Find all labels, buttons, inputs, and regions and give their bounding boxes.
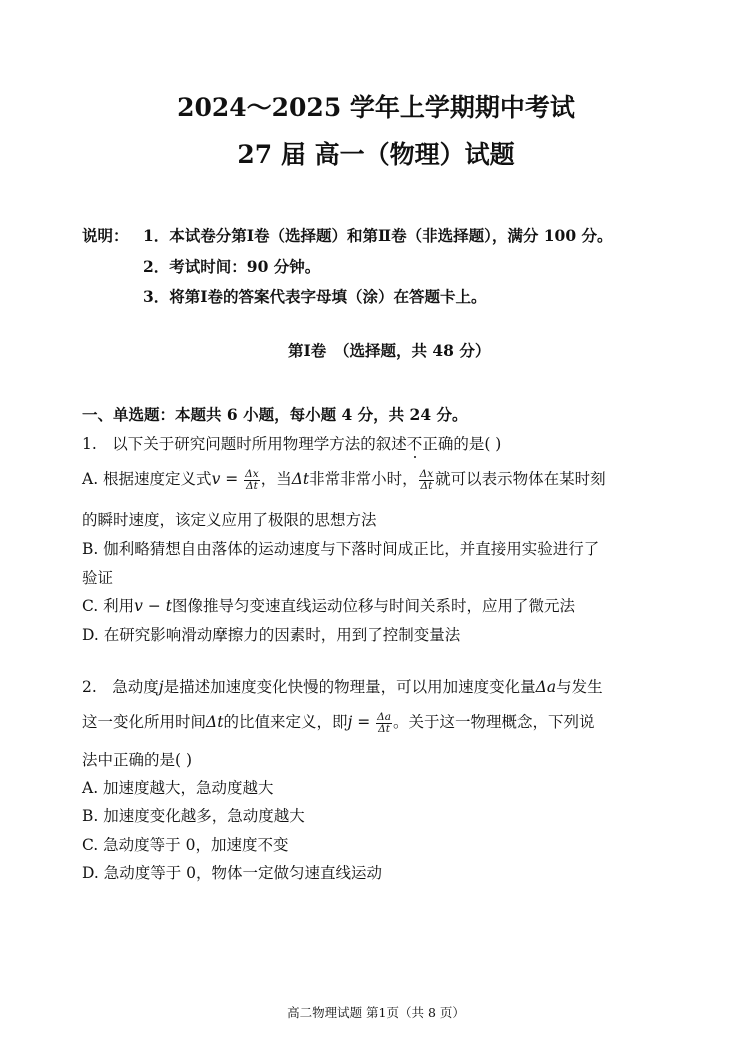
q1-emphasis-not: 不 [406, 435, 423, 453]
q2-var-j2: j [347, 713, 353, 731]
q1-option-a [82, 467, 606, 492]
q1-opt-a-text-1: A. 根据速度定义式 [82, 470, 212, 488]
q1-fraction-2 [419, 469, 435, 492]
q2-var-j: j [158, 678, 164, 696]
q1-stem-pre: 1. 以下关于研究问题时所用物理学方法的叙述 [82, 435, 407, 453]
exam-title-line1: 2024～2025 学年上学期期中考试 [177, 93, 575, 122]
q1-frac1-num: Δx [245, 467, 259, 480]
q1-opt-c-text-1: C. 利用 [82, 597, 135, 615]
part1-heading: 第Ⅰ卷 （选择题，共 48 分） [288, 341, 491, 360]
q1-opt-c-text-2: 图像推导匀变速直线运动位移与时间关系时，应用了微元法 [172, 597, 576, 615]
q2-l1-c: 与发生 [556, 678, 603, 696]
page-footer: 高二物理试题 第1页（共 8 页） [287, 1005, 465, 1020]
q1-opt-a-text-4: 就可以表示物体在某时刻 [435, 470, 606, 488]
q1-frac2-num: Δx [419, 467, 434, 480]
q2-option-a: A. 加速度越大，急动度越大 [82, 779, 274, 797]
q1-frac1-den: Δt [246, 479, 258, 492]
q1-option-b: B. 伽利略猜想自由落体的运动速度与下落时间成正比，并直接用实验进行了 [82, 540, 600, 558]
q2-option-d: D. 急动度等于 0，物体一定做匀速直线运动 [82, 864, 383, 882]
q1-stem-post: 正确的是( ) [422, 435, 502, 453]
q2-l2-a: 这一变化所用时间 [82, 713, 207, 731]
q2-l2-b: 的比值来定义，即 [223, 713, 348, 731]
q2-fraction [376, 712, 392, 735]
q1-var-vt: v − t [134, 597, 172, 615]
instruction-item-3: 3．将第Ⅰ卷的答案代表字母填（涂）在答题卡上。 [143, 287, 487, 306]
q1-option-c [82, 594, 575, 616]
q2-frac-num: Δa [377, 710, 391, 723]
q1-eq: = [220, 470, 244, 488]
q2-option-b: B. 加速度变化越多，急动度越大 [82, 807, 305, 825]
exam-title-line2: 27 届 高一（物理）试题 [237, 140, 515, 169]
q2-l2-c: 。关于这一物理概念，下列说 [392, 713, 595, 731]
q1-opt-a-text-2: ，当 [260, 470, 292, 488]
instruction-item-1: 1．本试卷分第Ⅰ卷（选择题）和第Ⅱ卷（非选择题），满分 100 分。 [143, 226, 613, 245]
q1-option-a-line2: 的瞬时速度，该定义应用了极限的思想方法 [82, 511, 377, 529]
q1-opt-a-text-3: 非常非常小时， [309, 470, 418, 488]
section1-heading: 一、单选题：本题共 6 小题，每小题 4 分，共 24 分。 [82, 405, 468, 424]
question-2-stem-line3: 法中正确的是( ) [82, 751, 193, 769]
q2-option-c: C. 急动度等于 0，加速度不变 [82, 836, 289, 854]
question-1-stem [82, 432, 501, 454]
q1-option-b-line2: 验证 [82, 569, 114, 587]
question-2-stem-line2 [82, 710, 594, 735]
q2-frac-den: Δt [378, 722, 390, 735]
instruction-item-2: 2．考试时间：90 分钟。 [143, 257, 321, 276]
q2-var-da: Δa [535, 678, 557, 696]
q2-l1-a: 2. 急动度 [82, 678, 159, 696]
q1-fraction-1 [244, 469, 260, 492]
q2-var-dt: Δt [206, 713, 224, 731]
q1-option-d: D. 在研究影响滑动摩擦力的因素时，用到了控制变量法 [82, 626, 461, 644]
q1-var-v: v [211, 470, 221, 488]
question-2-stem-line1 [82, 675, 603, 697]
q2-l1-b: 是描述加速度变化快慢的物理量，可以用加速度变化量 [163, 678, 536, 696]
q1-frac2-den: Δt [420, 479, 433, 492]
q1-var-dt: Δt [291, 470, 310, 488]
q2-eq: = [352, 713, 376, 731]
instructions-label: 说明： [82, 226, 129, 245]
